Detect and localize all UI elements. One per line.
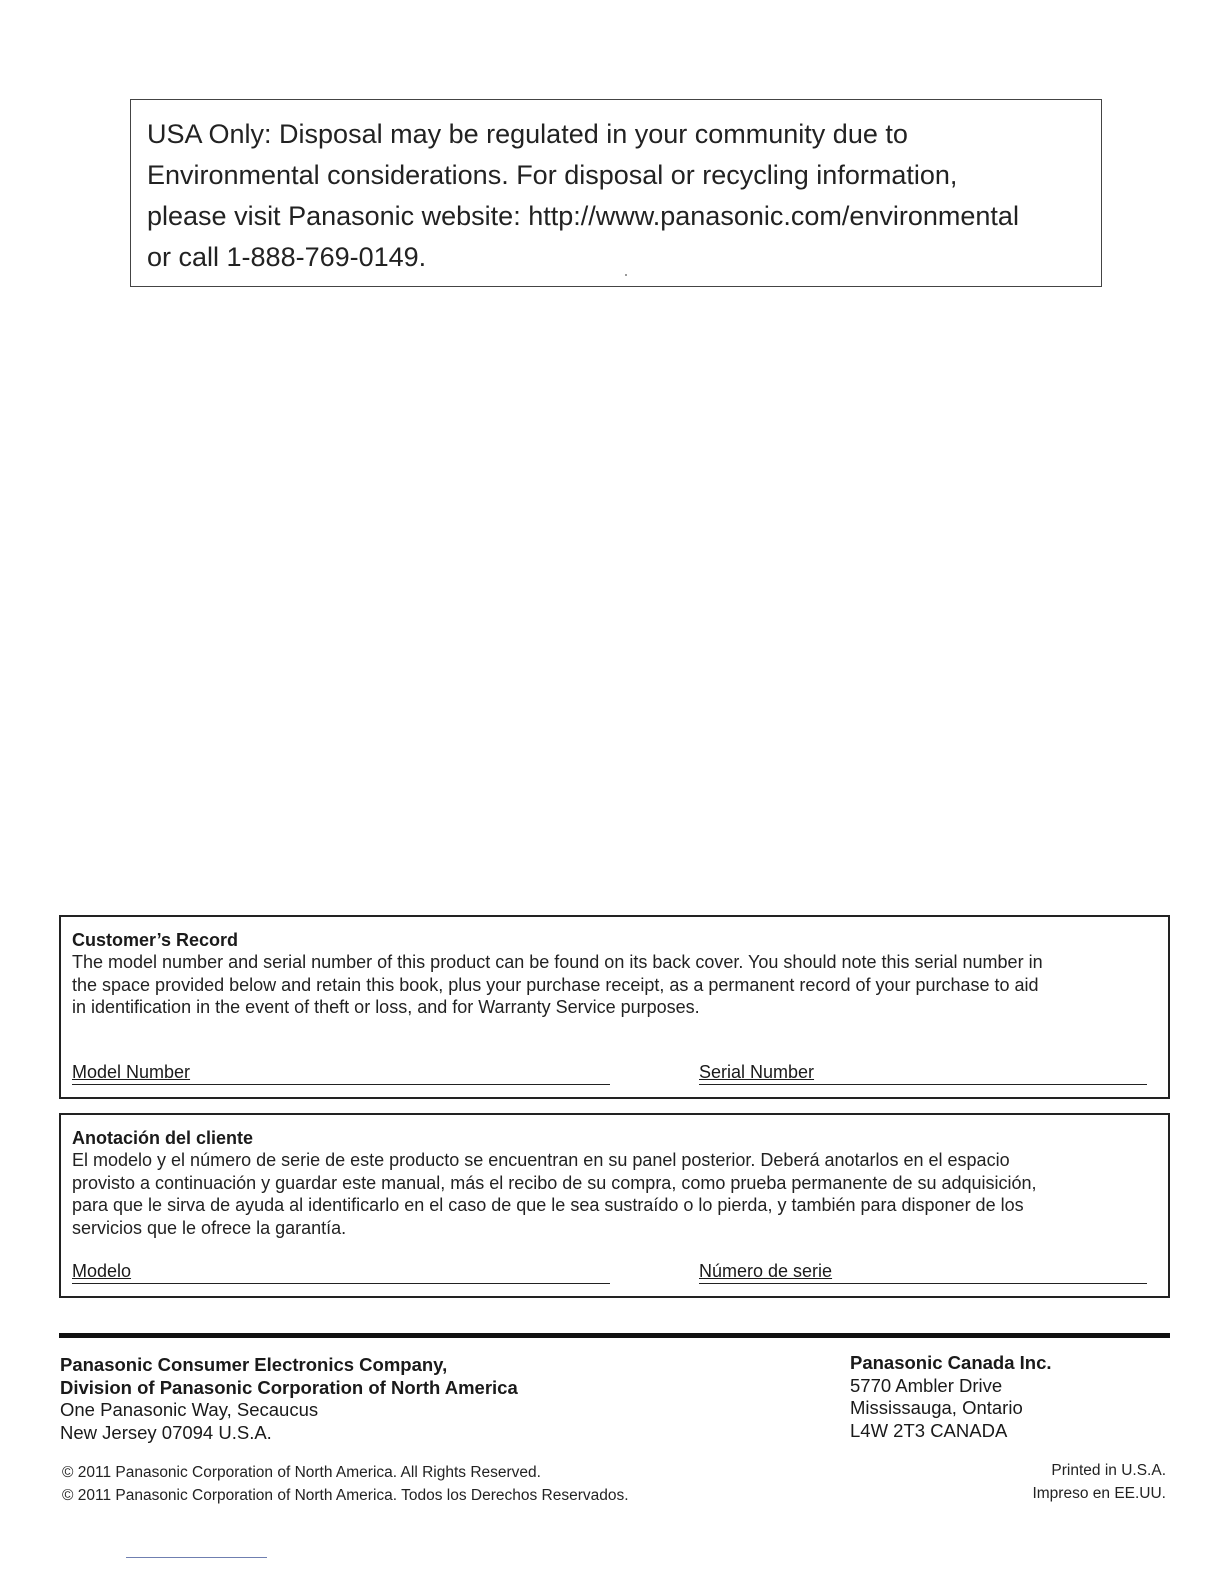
company-us-name: Panasonic Consumer Electronics Company, (60, 1354, 448, 1375)
printed-in-es: Impreso en EE.UU. (1032, 1484, 1166, 1502)
anotacion-cliente-text-line: provisto a continuación y guardar este manual, más el recibo de su compra, como prueba permanente de su adquisición, (72, 1172, 1037, 1193)
printed-in-en: Printed in U.S.A. (1051, 1462, 1166, 1479)
numero-de-serie-field[interactable] (699, 1261, 1147, 1284)
company-us-address (60, 1354, 518, 1444)
company-ca-street: 5770 Ambler Drive (850, 1374, 1003, 1396)
company-ca-address (850, 1352, 1052, 1442)
disposal-line: please visit Panasonic website: http://www.panasonic.com/environmental (147, 201, 1019, 231)
company-us-city: New Jersey 07094 U.S.A. (60, 1421, 272, 1443)
anotacion-cliente-text-line: El modelo y el número de serie de este producto se encuentran en su panel posterior. Deberá anotarlos en el espacio (72, 1150, 1010, 1170)
disposal-line: USA Only: Disposal may be regulated in your community due to (147, 119, 908, 149)
serial-number-label: Serial Number (699, 1062, 815, 1082)
scan-dot (625, 274, 627, 276)
disposal-line: or call 1-888-769-0149. (147, 242, 427, 272)
company-ca-postal: L4W 2T3 CANADA (850, 1419, 1008, 1441)
customer-record-text-line: The model number and serial number of this product can be found on its back cover. You should note this serial number in (72, 952, 1043, 972)
company-us-division: Division of Panasonic Corporation of North America (60, 1376, 518, 1398)
customer-record-text-line: the space provided below and retain this book, plus your purchase receipt, as a permanent record of your purchase to aid (72, 974, 1039, 995)
modelo-field[interactable] (72, 1261, 610, 1284)
disposal-notice-box (130, 99, 1102, 287)
customer-record-text-line: in identification in the event of theft or loss, and for Warranty Service purposes. (72, 997, 700, 1017)
numero-de-serie-label: Número de serie (699, 1261, 833, 1281)
modelo-label: Modelo (72, 1261, 132, 1281)
separator-rule (59, 1333, 1170, 1338)
copyright-es: © 2011 Panasonic Corporation of North America. Todos los Derechos Reservados. (62, 1486, 629, 1504)
anotacion-cliente-text-line: servicios que le ofrece la garantía. (72, 1217, 347, 1238)
copyright-block (62, 1462, 629, 1507)
customer-record-title: Customer’s Record (72, 930, 239, 950)
printed-in-block (1032, 1460, 1166, 1505)
customer-record-box (59, 915, 1170, 1099)
anotacion-cliente-text-line: para que le sirva de ayuda al identificarlo en el caso de que le sea sustraído o lo pierda, y también para disponer de los (72, 1195, 1024, 1215)
company-ca-city: Mississauga, Ontario (850, 1397, 1023, 1418)
bottom-scan-line (126, 1557, 267, 1558)
copyright-en: © 2011 Panasonic Corporation of North America. All Rights Reserved. (62, 1464, 541, 1481)
disposal-line: Environmental considerations. For disposal or recycling information, (147, 160, 958, 190)
anotacion-cliente-title: Anotación del cliente (72, 1128, 254, 1148)
company-ca-name: Panasonic Canada Inc. (850, 1352, 1052, 1373)
model-number-field[interactable] (72, 1062, 610, 1085)
model-number-label: Model Number (72, 1062, 191, 1082)
serial-number-field[interactable] (699, 1062, 1147, 1085)
anotacion-cliente-box (59, 1113, 1170, 1298)
company-us-street: One Panasonic Way, Secaucus (60, 1399, 319, 1420)
